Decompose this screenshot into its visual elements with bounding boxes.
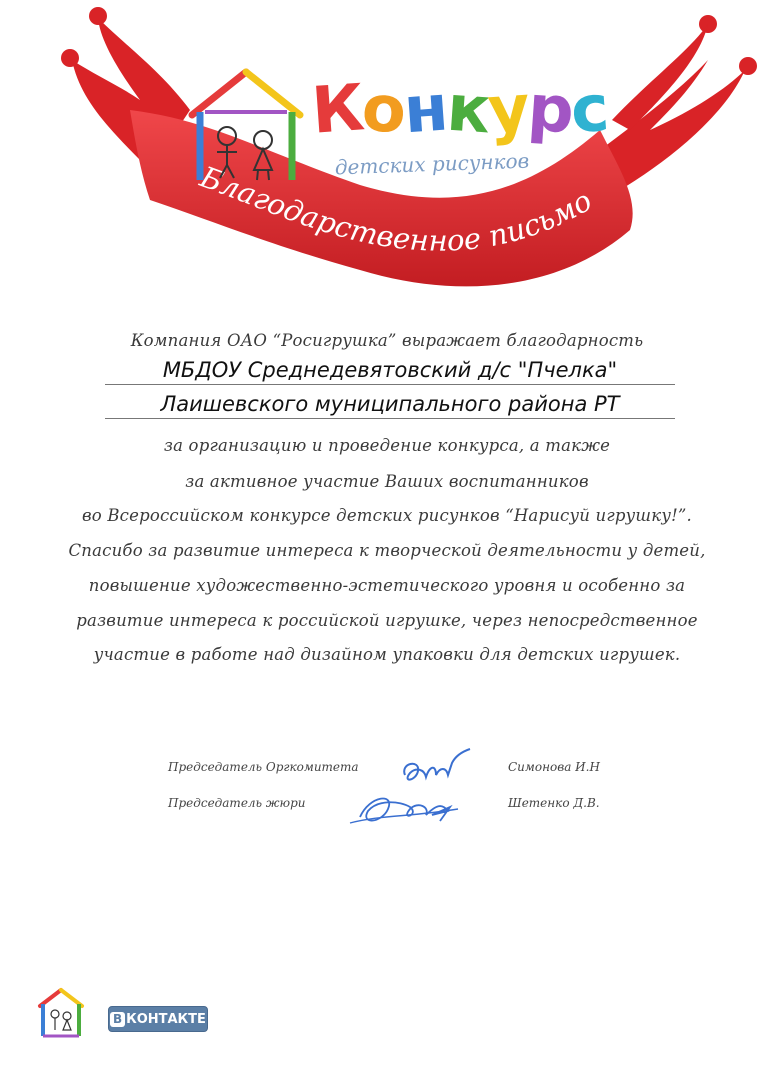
signature-role-chairman: Председатель Оргкомитета — [168, 760, 359, 774]
recipient-line-1 — [105, 356, 675, 385]
logo-letter: н — [401, 71, 450, 149]
handwritten-signatures — [340, 745, 490, 835]
logo-letter: о — [359, 71, 407, 149]
logo-letter: К — [309, 71, 365, 149]
contest-logo-title — [309, 71, 610, 149]
recipient-name: МБДОУ Среднедевятовский д/с "Пчелка" — [162, 358, 618, 382]
contest-logo-subtitle: детских рисунков — [334, 148, 530, 180]
paragraph-line: повышение художественно-эстетического уровня и особенно за — [88, 576, 686, 595]
paragraph-line: Спасибо за развитие интереса к творческой деятельности у детей, — [68, 541, 706, 560]
paragraph-line: во Всероссийском конкурсе детских рисунков “Нарисуй игрушку!”. — [81, 506, 693, 525]
recipient-region: Лаишевского муниципального района РТ — [160, 392, 620, 416]
signature-name-jury: Шетенко Д.В. — [508, 796, 600, 810]
signature-name-chairman: Симонова И.Н — [508, 760, 600, 774]
logo-letter: у — [485, 71, 531, 149]
recipient-line-2 — [105, 390, 675, 419]
ribbon-graphic — [0, 0, 774, 300]
ribbon-title: Благодарственное письмо — [195, 159, 598, 258]
logo-letter: с — [568, 71, 610, 149]
letter-intro: Компания ОАО “Росигрушка” выражает благодарность — [130, 331, 644, 350]
vk-button-label: КОНТАКТЕ — [126, 1011, 206, 1027]
footer-house-logo — [36, 986, 86, 1042]
signature-role-jury: Председатель жюри — [168, 796, 306, 810]
vk-logo-icon: В — [110, 1012, 125, 1027]
header-banner — [0, 0, 774, 300]
paragraph-line: за организацию и проведение конкурса, а также — [163, 436, 611, 455]
paragraph-line: развитие интереса к российской игрушке, через непосредственное — [76, 611, 698, 630]
logo-letter: р — [525, 71, 574, 149]
vkontakte-button[interactable] — [108, 1006, 208, 1032]
ribbon-right-tips — [600, 15, 757, 190]
paragraph-line: за активное участие Ваших воспитанников — [185, 472, 589, 491]
paragraph-line: участие в работе над дизайном упаковки для детских игрушек. — [93, 645, 681, 664]
logo-letter: к — [443, 71, 491, 149]
